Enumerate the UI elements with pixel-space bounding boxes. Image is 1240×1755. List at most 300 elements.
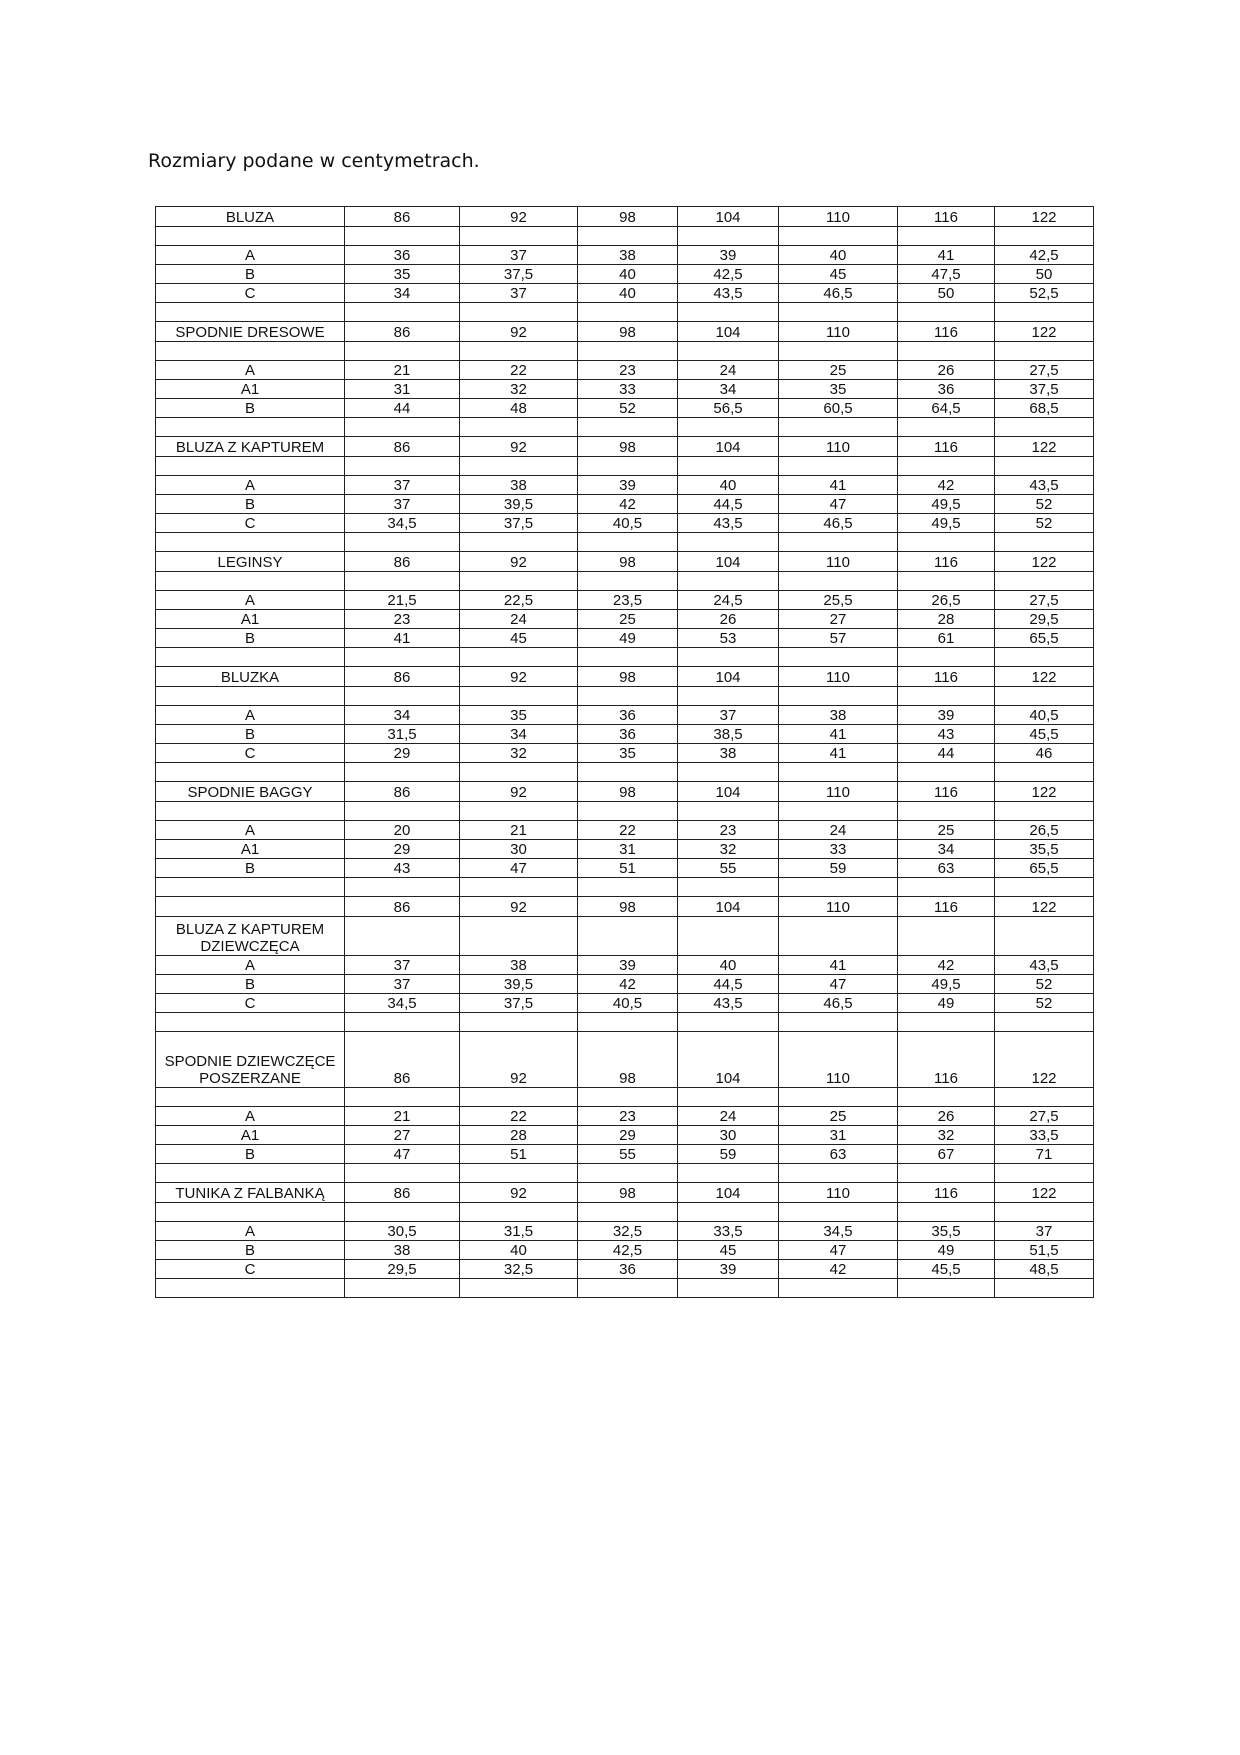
size-value-cell: 37,5 xyxy=(460,514,578,533)
size-value-cell: 50 xyxy=(898,284,995,303)
row-label-cell: A xyxy=(156,246,345,265)
row-label-cell xyxy=(156,1164,345,1183)
row-label-cell: C xyxy=(156,514,345,533)
size-value-cell: 21,5 xyxy=(345,591,460,610)
size-value-cell: 52 xyxy=(995,514,1094,533)
size-value-cell: 26,5 xyxy=(995,821,1094,840)
size-value-cell xyxy=(345,303,460,322)
size-value-cell: 35 xyxy=(460,706,578,725)
row-label-cell xyxy=(156,878,345,897)
size-value-cell xyxy=(898,572,995,591)
size-value-cell: 57 xyxy=(779,629,898,648)
size-value-cell: 37 xyxy=(995,1222,1094,1241)
size-value-cell xyxy=(678,303,779,322)
table-row xyxy=(156,265,1094,284)
size-value-cell: 42 xyxy=(898,956,995,975)
size-value-cell xyxy=(578,457,678,476)
size-value-cell xyxy=(779,418,898,437)
table-row xyxy=(156,495,1094,514)
size-value-cell: 48 xyxy=(460,399,578,418)
row-label-cell xyxy=(156,897,345,917)
size-value-cell xyxy=(460,878,578,897)
size-value-cell xyxy=(898,1013,995,1032)
table-row xyxy=(156,897,1094,917)
size-value-cell: 22 xyxy=(460,1107,578,1126)
size-value-cell xyxy=(995,802,1094,821)
size-value-cell xyxy=(460,1088,578,1107)
size-value-cell xyxy=(678,227,779,246)
size-value-cell xyxy=(578,227,678,246)
size-value-cell: 21 xyxy=(345,361,460,380)
size-value-cell: 122 xyxy=(995,437,1094,457)
size-value-cell: 42,5 xyxy=(578,1241,678,1260)
size-value-cell: 34,5 xyxy=(779,1222,898,1241)
size-value-cell xyxy=(578,763,678,782)
size-value-cell: 92 xyxy=(460,552,578,572)
size-value-cell: 34,5 xyxy=(345,994,460,1013)
size-value-cell: 29 xyxy=(345,840,460,859)
size-value-cell: 47 xyxy=(460,859,578,878)
row-label-cell: B xyxy=(156,725,345,744)
size-value-cell: 52 xyxy=(578,399,678,418)
table-row xyxy=(156,994,1094,1013)
size-value-cell xyxy=(995,1279,1094,1298)
size-value-cell xyxy=(460,1013,578,1032)
size-value-cell xyxy=(345,457,460,476)
size-value-cell: 39 xyxy=(578,476,678,495)
size-value-cell xyxy=(779,1164,898,1183)
size-value-cell xyxy=(678,1088,779,1107)
table-row xyxy=(156,246,1094,265)
size-value-cell: 41 xyxy=(345,629,460,648)
row-label-cell xyxy=(156,687,345,706)
table-row xyxy=(156,610,1094,629)
row-label-cell xyxy=(156,1013,345,1032)
size-value-cell: 28 xyxy=(898,610,995,629)
size-value-cell: 35 xyxy=(578,744,678,763)
size-value-cell: 86 xyxy=(345,1032,460,1088)
size-value-cell: 116 xyxy=(898,322,995,342)
row-label-cell xyxy=(156,648,345,667)
size-value-cell: 122 xyxy=(995,782,1094,802)
size-value-cell: 116 xyxy=(898,207,995,227)
table-row xyxy=(156,629,1094,648)
size-value-cell xyxy=(678,342,779,361)
size-value-cell: 23 xyxy=(678,821,779,840)
size-value-cell: 33 xyxy=(578,380,678,399)
size-value-cell: 104 xyxy=(678,897,779,917)
size-value-cell: 37,5 xyxy=(460,265,578,284)
size-value-cell: 25 xyxy=(779,1107,898,1126)
size-value-cell: 21 xyxy=(460,821,578,840)
size-value-cell: 104 xyxy=(678,782,779,802)
size-value-cell: 26 xyxy=(678,610,779,629)
table-row xyxy=(156,591,1094,610)
size-value-cell: 34 xyxy=(345,706,460,725)
size-value-cell xyxy=(345,1203,460,1222)
size-value-cell: 92 xyxy=(460,437,578,457)
size-value-cell xyxy=(779,457,898,476)
table-row xyxy=(156,284,1094,303)
size-value-cell xyxy=(898,342,995,361)
size-value-cell: 45 xyxy=(678,1241,779,1260)
size-value-cell: 35 xyxy=(345,265,460,284)
size-value-cell: 110 xyxy=(779,1032,898,1088)
size-value-cell: 59 xyxy=(779,859,898,878)
size-value-cell: 68,5 xyxy=(995,399,1094,418)
size-value-cell: 98 xyxy=(578,207,678,227)
size-value-cell: 38 xyxy=(460,476,578,495)
size-value-cell: 40 xyxy=(678,956,779,975)
size-value-cell: 110 xyxy=(779,437,898,457)
size-value-cell: 43 xyxy=(345,859,460,878)
size-value-cell: 35,5 xyxy=(898,1222,995,1241)
size-value-cell xyxy=(460,418,578,437)
size-value-cell: 32,5 xyxy=(460,1260,578,1279)
row-label-cell: A1 xyxy=(156,610,345,629)
row-label-cell xyxy=(156,533,345,552)
size-value-cell xyxy=(995,1013,1094,1032)
size-value-cell: 122 xyxy=(995,897,1094,917)
size-value-cell: 25,5 xyxy=(779,591,898,610)
size-value-cell: 24 xyxy=(678,1107,779,1126)
size-value-cell xyxy=(779,763,898,782)
size-value-cell: 41 xyxy=(779,956,898,975)
size-value-cell: 55 xyxy=(578,1145,678,1164)
row-label-cell: A xyxy=(156,821,345,840)
size-value-cell xyxy=(779,802,898,821)
size-value-cell xyxy=(345,227,460,246)
size-value-cell: 86 xyxy=(345,897,460,917)
size-value-cell: 98 xyxy=(578,667,678,687)
size-value-cell: 34 xyxy=(460,725,578,744)
size-value-cell: 65,5 xyxy=(995,629,1094,648)
size-value-cell xyxy=(578,1013,678,1032)
size-value-cell: 52,5 xyxy=(995,284,1094,303)
table-row xyxy=(156,859,1094,878)
size-value-cell xyxy=(460,533,578,552)
size-value-cell: 63 xyxy=(779,1145,898,1164)
size-value-cell: 86 xyxy=(345,1183,460,1203)
size-value-cell: 27,5 xyxy=(995,361,1094,380)
size-value-cell: 92 xyxy=(460,1032,578,1088)
row-label-cell: A1 xyxy=(156,840,345,859)
size-value-cell: 35,5 xyxy=(995,840,1094,859)
size-value-cell: 43 xyxy=(898,725,995,744)
size-value-cell: 47 xyxy=(779,495,898,514)
size-value-cell: 92 xyxy=(460,207,578,227)
size-value-cell xyxy=(345,342,460,361)
size-value-cell: 29 xyxy=(345,744,460,763)
size-value-cell: 41 xyxy=(779,476,898,495)
size-value-cell: 86 xyxy=(345,207,460,227)
size-value-cell xyxy=(995,1164,1094,1183)
size-value-cell: 37 xyxy=(345,476,460,495)
table-row xyxy=(156,1107,1094,1126)
size-value-cell: 104 xyxy=(678,437,779,457)
row-label-cell: A1 xyxy=(156,1126,345,1145)
row-label-cell: C xyxy=(156,284,345,303)
size-value-cell: 38 xyxy=(779,706,898,725)
size-value-cell: 40 xyxy=(678,476,779,495)
size-value-cell: 20 xyxy=(345,821,460,840)
row-label-cell: SPODNIE BAGGY xyxy=(156,782,345,802)
size-value-cell xyxy=(898,1279,995,1298)
size-value-cell xyxy=(345,1279,460,1298)
size-value-cell xyxy=(345,802,460,821)
size-value-cell: 45 xyxy=(779,265,898,284)
size-value-cell xyxy=(779,687,898,706)
size-value-cell: 86 xyxy=(345,437,460,457)
size-value-cell: 32 xyxy=(460,744,578,763)
size-value-cell: 50 xyxy=(995,265,1094,284)
size-value-cell: 104 xyxy=(678,552,779,572)
size-value-cell: 92 xyxy=(460,667,578,687)
size-value-cell: 34 xyxy=(898,840,995,859)
size-value-cell xyxy=(460,303,578,322)
size-value-cell: 30 xyxy=(460,840,578,859)
size-value-cell: 86 xyxy=(345,782,460,802)
size-value-cell: 116 xyxy=(898,552,995,572)
size-value-cell xyxy=(678,1203,779,1222)
row-label-cell: A xyxy=(156,591,345,610)
row-label-cell xyxy=(156,802,345,821)
size-value-cell xyxy=(995,303,1094,322)
size-value-cell: 49 xyxy=(898,1241,995,1260)
row-label-cell: C xyxy=(156,994,345,1013)
row-label-cell xyxy=(156,1279,345,1298)
size-value-cell xyxy=(578,572,678,591)
size-value-cell: 51 xyxy=(578,859,678,878)
size-value-cell xyxy=(898,1088,995,1107)
size-value-cell xyxy=(345,917,460,956)
size-value-cell: 22 xyxy=(578,821,678,840)
size-value-cell: 45,5 xyxy=(995,725,1094,744)
size-value-cell: 30,5 xyxy=(345,1222,460,1241)
size-value-cell: 39,5 xyxy=(460,975,578,994)
size-value-cell: 51,5 xyxy=(995,1241,1094,1260)
size-value-cell: 116 xyxy=(898,1183,995,1203)
table-row xyxy=(156,1203,1094,1222)
row-label-cell: A xyxy=(156,956,345,975)
size-value-cell xyxy=(678,533,779,552)
size-value-cell: 39 xyxy=(898,706,995,725)
size-value-cell: 22 xyxy=(460,361,578,380)
size-value-cell xyxy=(345,1164,460,1183)
size-value-cell xyxy=(898,648,995,667)
size-value-cell: 47,5 xyxy=(898,265,995,284)
size-value-cell xyxy=(779,648,898,667)
size-value-cell: 98 xyxy=(578,437,678,457)
size-value-cell xyxy=(345,1088,460,1107)
size-value-cell: 38,5 xyxy=(678,725,779,744)
size-value-cell: 104 xyxy=(678,207,779,227)
row-label-cell: SPODNIE DZIEWCZĘCE POSZERZANE xyxy=(156,1032,345,1088)
size-value-cell: 43,5 xyxy=(995,956,1094,975)
size-value-cell: 98 xyxy=(578,897,678,917)
table-row xyxy=(156,342,1094,361)
row-label-cell: A xyxy=(156,706,345,725)
size-value-cell: 29 xyxy=(578,1126,678,1145)
size-value-cell: 122 xyxy=(995,1183,1094,1203)
size-value-cell xyxy=(578,418,678,437)
size-value-cell: 110 xyxy=(779,1183,898,1203)
table-row xyxy=(156,1088,1094,1107)
table-row xyxy=(156,399,1094,418)
size-value-cell: 37 xyxy=(345,975,460,994)
size-value-cell xyxy=(678,1164,779,1183)
size-value-cell: 31,5 xyxy=(460,1222,578,1241)
size-value-cell xyxy=(995,533,1094,552)
size-value-cell: 98 xyxy=(578,1183,678,1203)
size-value-cell xyxy=(898,418,995,437)
size-value-cell xyxy=(460,763,578,782)
table-row xyxy=(156,361,1094,380)
size-value-cell: 122 xyxy=(995,1032,1094,1088)
size-value-cell: 40 xyxy=(578,265,678,284)
size-value-cell: 39,5 xyxy=(460,495,578,514)
size-value-cell: 25 xyxy=(578,610,678,629)
size-value-cell: 86 xyxy=(345,552,460,572)
size-value-cell xyxy=(995,572,1094,591)
size-value-cell: 46,5 xyxy=(779,284,898,303)
size-value-cell xyxy=(460,457,578,476)
size-value-cell: 29,5 xyxy=(995,610,1094,629)
size-value-cell: 52 xyxy=(995,975,1094,994)
size-value-cell xyxy=(779,1013,898,1032)
size-value-cell xyxy=(578,878,678,897)
size-value-cell: 38 xyxy=(345,1241,460,1260)
size-value-cell: 47 xyxy=(779,1241,898,1260)
size-value-cell: 37,5 xyxy=(460,994,578,1013)
row-label-cell: BLUZA Z KAPTUREM xyxy=(156,437,345,457)
size-value-cell: 55 xyxy=(678,859,779,878)
size-value-cell: 86 xyxy=(345,322,460,342)
size-value-cell xyxy=(995,878,1094,897)
size-value-cell xyxy=(345,763,460,782)
size-value-cell xyxy=(345,878,460,897)
size-value-cell: 92 xyxy=(460,322,578,342)
table-row xyxy=(156,1279,1094,1298)
size-value-cell: 32 xyxy=(898,1126,995,1145)
size-value-cell: 61 xyxy=(898,629,995,648)
size-value-cell: 49,5 xyxy=(898,975,995,994)
size-value-cell: 38 xyxy=(578,246,678,265)
table-row xyxy=(156,802,1094,821)
row-label-cell xyxy=(156,303,345,322)
size-value-cell xyxy=(995,342,1094,361)
size-value-cell: 44 xyxy=(898,744,995,763)
table-row xyxy=(156,956,1094,975)
size-value-cell xyxy=(578,1088,678,1107)
table-row xyxy=(156,457,1094,476)
size-value-cell: 86 xyxy=(345,667,460,687)
size-value-cell: 67 xyxy=(898,1145,995,1164)
table-row xyxy=(156,648,1094,667)
size-value-cell: 49,5 xyxy=(898,514,995,533)
size-value-cell xyxy=(345,418,460,437)
size-value-cell: 110 xyxy=(779,782,898,802)
size-value-cell xyxy=(995,418,1094,437)
size-value-cell: 31 xyxy=(578,840,678,859)
size-value-cell: 47 xyxy=(345,1145,460,1164)
size-value-cell: 26 xyxy=(898,1107,995,1126)
table-row xyxy=(156,1032,1094,1088)
size-value-cell: 34,5 xyxy=(345,514,460,533)
size-value-cell: 45 xyxy=(460,629,578,648)
size-value-cell: 104 xyxy=(678,1183,779,1203)
row-label-cell xyxy=(156,1203,345,1222)
size-value-cell xyxy=(578,687,678,706)
row-label-cell: B xyxy=(156,1241,345,1260)
size-value-cell: 37 xyxy=(678,706,779,725)
row-label-cell xyxy=(156,342,345,361)
size-value-cell: 49,5 xyxy=(898,495,995,514)
table-row xyxy=(156,1145,1094,1164)
table-row xyxy=(156,437,1094,457)
size-value-cell: 25 xyxy=(779,361,898,380)
size-value-cell xyxy=(779,1279,898,1298)
size-value-cell: 23,5 xyxy=(578,591,678,610)
row-label-cell: B xyxy=(156,975,345,994)
size-value-cell: 36 xyxy=(578,1260,678,1279)
size-value-cell: 29,5 xyxy=(345,1260,460,1279)
table-row xyxy=(156,1164,1094,1183)
table-row xyxy=(156,1241,1094,1260)
size-value-cell: 42,5 xyxy=(995,246,1094,265)
size-value-cell xyxy=(678,1013,779,1032)
size-value-cell: 64,5 xyxy=(898,399,995,418)
size-value-cell: 23 xyxy=(578,1107,678,1126)
row-label-cell xyxy=(156,763,345,782)
row-label-cell: A xyxy=(156,361,345,380)
size-value-cell: 27 xyxy=(779,610,898,629)
table-row xyxy=(156,821,1094,840)
size-value-cell xyxy=(460,917,578,956)
size-value-cell xyxy=(995,648,1094,667)
size-value-cell: 38 xyxy=(678,744,779,763)
size-value-cell: 92 xyxy=(460,1183,578,1203)
size-value-cell: 44,5 xyxy=(678,975,779,994)
size-value-cell xyxy=(460,1164,578,1183)
size-value-cell: 104 xyxy=(678,322,779,342)
size-value-cell xyxy=(678,418,779,437)
size-value-cell: 122 xyxy=(995,322,1094,342)
size-value-cell xyxy=(995,687,1094,706)
row-label-cell xyxy=(156,1088,345,1107)
row-label-cell: BLUZA Z KAPTUREM DZIEWCZĘCA xyxy=(156,917,345,956)
size-value-cell: 30 xyxy=(678,1126,779,1145)
size-value-cell xyxy=(898,457,995,476)
size-value-cell: 39 xyxy=(578,956,678,975)
size-value-cell: 116 xyxy=(898,782,995,802)
size-value-cell: 32 xyxy=(460,380,578,399)
size-value-cell xyxy=(345,572,460,591)
size-value-cell xyxy=(578,802,678,821)
size-value-cell: 23 xyxy=(578,361,678,380)
size-value-cell: 52 xyxy=(995,495,1094,514)
size-value-cell: 28 xyxy=(460,1126,578,1145)
size-value-cell xyxy=(678,917,779,956)
size-value-cell xyxy=(898,1203,995,1222)
row-label-cell: A xyxy=(156,1222,345,1241)
size-value-cell: 42 xyxy=(578,975,678,994)
size-value-cell: 98 xyxy=(578,322,678,342)
table-row xyxy=(156,763,1094,782)
size-value-cell xyxy=(898,878,995,897)
size-value-cell: 24 xyxy=(460,610,578,629)
size-value-cell: 22,5 xyxy=(460,591,578,610)
